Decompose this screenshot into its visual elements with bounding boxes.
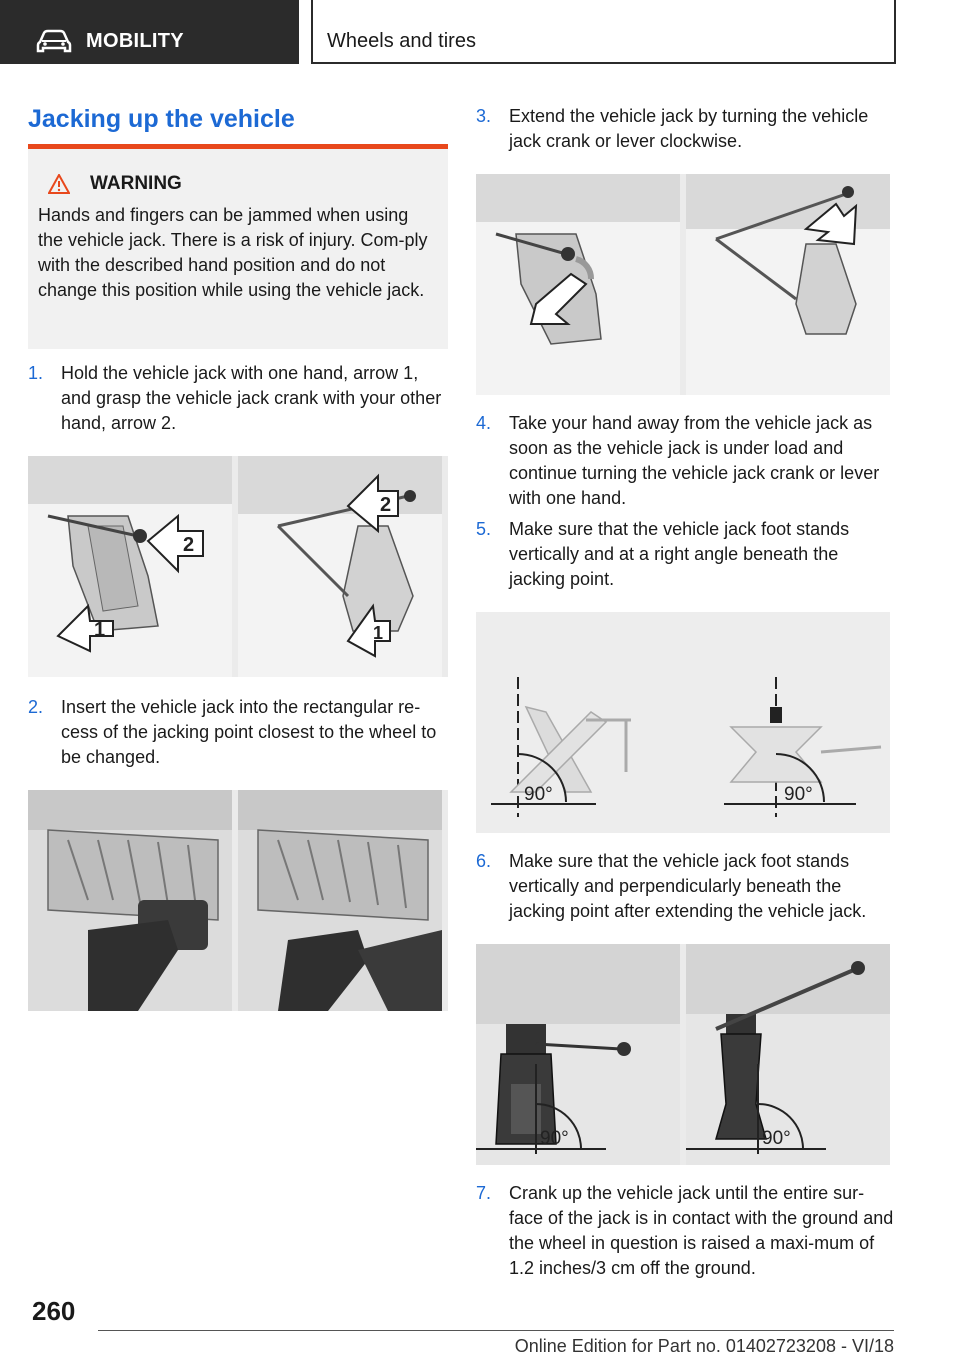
footer-edition: Online Edition for Part no. 01402723208 - VI/18 (514, 1336, 894, 1356)
header-chapter-box (311, 0, 896, 64)
arrow-1-label: 1 (94, 619, 106, 641)
step-text: Crank up the vehicle jack until the entire sur-face of the jack is in contact with the ground and the wheel in question is raised a maxi-mum of 1.2 inches/3 cm off the ground. (509, 1183, 894, 1278)
step-2 (28, 695, 448, 770)
step-number: 3. (476, 106, 492, 126)
jacking-point-image-right (238, 790, 442, 1011)
header-section-label: MOBILITY (86, 30, 184, 52)
arrow-2-label: 2 (183, 534, 195, 556)
step-number: 7. (476, 1183, 492, 1203)
step-number: 1. (28, 363, 44, 383)
arrow-1-label-right: 1 (373, 623, 384, 643)
figure-perpendicular (476, 944, 890, 1165)
step-text: Insert the vehicle jack into the rectangular re-cess of the jacking point closest to the wheel to be changed. (61, 697, 437, 767)
extend-jack-image-right (686, 174, 890, 395)
left-column (28, 96, 448, 1011)
step-number: 5. (476, 519, 492, 539)
warning-label: WARNING (90, 173, 182, 194)
angle-label-6-left: 90° (540, 1128, 569, 1149)
angle-label-right: 90° (784, 784, 813, 805)
right-column (476, 96, 894, 1281)
figure-right-angle (476, 612, 890, 833)
step-number: 2. (28, 697, 44, 717)
warning-heading (38, 173, 438, 195)
figure-jack-hold (28, 456, 448, 677)
step-text: Make sure that the vehicle jack foot stands vertically and perpendicularly beneath the jacking point after extending the vehicle jack. (509, 851, 867, 921)
arrow-2-label-right: 2 (380, 494, 392, 516)
warning-text: Hands and fingers can be jammed when using the vehicle jack. There is a risk of injury. Com-ply with the described hand position and do not change this position while using the vehicle jack. (38, 205, 428, 300)
figure-jacking-point (28, 790, 448, 1011)
jack-hold-image-left (28, 456, 232, 677)
step-7 (476, 1181, 894, 1281)
step-1 (28, 361, 448, 436)
footer-rule (98, 1330, 894, 1331)
page-title: Jacking up the vehicle (28, 105, 295, 133)
step-number: 4. (476, 413, 492, 433)
header-section-bar (0, 0, 299, 64)
warning-box (28, 149, 448, 349)
car-icon (36, 28, 72, 54)
header-chapter-label: Wheels and tires (327, 30, 476, 52)
page-number: 260 (32, 1296, 76, 1326)
angle-label-left: 90° (524, 784, 553, 805)
step-text: Make sure that the vehicle jack foot stands vertically and at a right angle beneath the jacking point. (509, 519, 850, 589)
step-text: Extend the vehicle jack by turning the vehicle jack crank or lever clockwise. (509, 106, 869, 151)
step-3 (476, 104, 894, 154)
perpendicular-image-right (686, 944, 890, 1165)
step-text: Take your hand away from the vehicle jack as soon as the vehicle jack is under load and continue turning the vehicle jack crank or lever with one hand. (509, 413, 880, 508)
step-6 (476, 849, 894, 924)
figure-extend-jack (476, 174, 890, 395)
jack-hold-image-right (238, 456, 442, 677)
angle-label-6-right: 90° (762, 1128, 791, 1149)
step-number: 6. (476, 851, 492, 871)
right-angle-diagram (476, 612, 890, 833)
jacking-point-image-left (28, 790, 232, 1011)
step-text: Hold the vehicle jack with one hand, arrow 1, and grasp the vehicle jack crank with your other hand, arrow 2. (61, 363, 442, 433)
extend-jack-image-left (476, 174, 680, 395)
perpendicular-image-left (476, 944, 680, 1165)
warning-triangle-icon (48, 174, 70, 194)
step-5 (476, 517, 894, 592)
step-4 (476, 411, 894, 511)
